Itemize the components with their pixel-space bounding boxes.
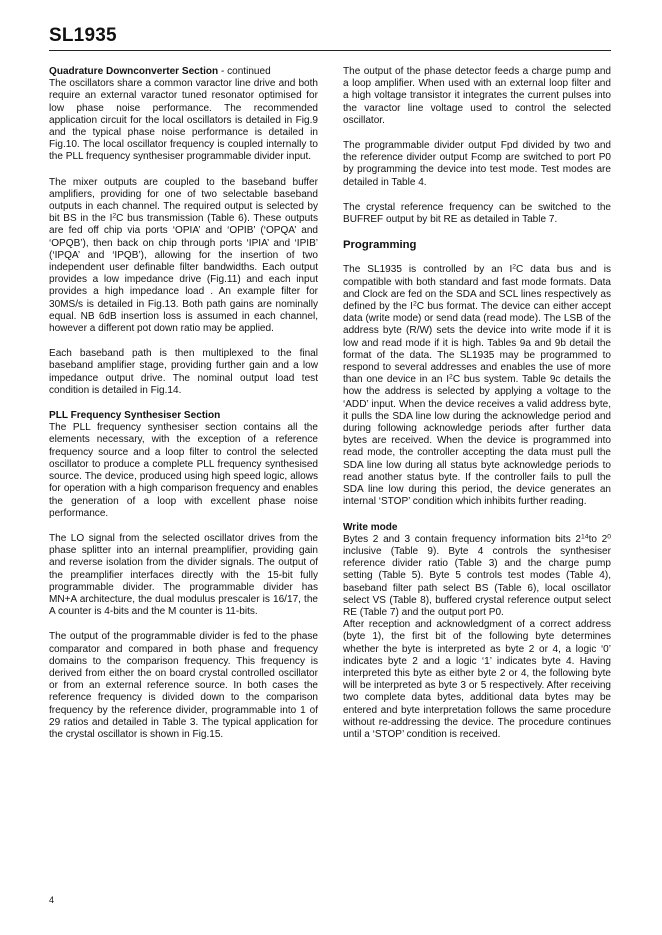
page-number: 4 — [49, 895, 55, 905]
text-run: The SL1935 is controlled by an I — [343, 264, 513, 276]
paragraph: The output of the phase detector feeds a charge pump and a loop amplifier. When used with an external loop filter and a high voltage transistor it integrates the current pulses into the varactor line voltage used to control the selected oscillator. — [343, 66, 611, 126]
header-rule — [49, 50, 611, 51]
paragraph — [343, 534, 611, 619]
text-run: C bus transmission (Table 6). These outputs are fed off chip via ports ‘OPIA’ and ‘OPIB’ (‘OPQA’ and ‘OPQB’), then back on chip through ports ‘IPIA’ and ‘IPIB’ (‘IPQA’ and ‘IPQB’), allowing for the insertion of two independent user definable filter bandwidths. Each output provides a low impedance drive (Fig.11) and each input provides a high impedance load . An example filter for 30MS/s is detailed in Fig.13. Both path gains are nominally equal. NB 6dB insertion loss is assumed in each channel, however a different pot down ratio may be applied. — [49, 213, 318, 335]
superscript: 2 — [512, 263, 517, 271]
text-run: Bytes 2 and 3 contain frequency information bits 2 — [343, 533, 581, 545]
paragraph: The output of the programmable divider is fed to the phase comparator and compared in both phase and frequency domains to the comparison frequency. This frequency is derived from either the on board crystal controlled oscillator or from an external reference source. In both cases the reference frequency is divided down to the comparison frequency by the reference divider, programmable into 1 of 29 ratios and detailed in Table 3. The typical application for the crystal oscillator is shown in Fig.15. — [49, 631, 318, 740]
text-run: to 2 — [588, 533, 608, 545]
left-column — [49, 66, 318, 754]
right-column — [343, 66, 611, 754]
section-heading-line — [49, 66, 318, 78]
pll-section-heading: PLL Frequency Synthesiser Section — [49, 410, 221, 422]
superscript: 2 — [412, 300, 417, 308]
paragraph: The programmable divider output Fpd divided by two and the reference divider output Fcomp are switched to port P0 by programming the device into test mode. Test modes are detailed in Table 4. — [343, 140, 611, 188]
paragraph: The PLL frequency synthesiser section contains all the elements necessary, with the exception of a reference frequency source and a loop filter to control the selected oscillator to produce a complete PLL frequency synthesised source. The device, produced using high speed logic, allows for operation with a high comparison frequency and enables the generation of a loop with excellent phase noise performance. — [49, 422, 318, 519]
paragraph: The oscillators share a common varactor line drive and both require an external varactor tuned resonator optimised for low phase noise performance. The recommended application circuit for the local oscillators is detailed in Fig.9 and the typical phase noise performance is detailed in Fig.10. The local oscillator frequency is coupled internally to the PLL frequency synthesiser programmable divider input. — [49, 78, 318, 163]
paragraph — [49, 177, 318, 336]
paragraph: The LO signal from the selected oscillator drives from the phase splitter into an internal preamplifier, providing gain and reverse isolation from the divider signals. The output of the preamplifier interfaces directly with the 15-bit fully programmable divider. The programmable divider has MN+A architecture, the dual modulus prescaler is 16/17, the A counter is 4-bits and the M counter is 11-bits. — [49, 532, 318, 618]
superscript: 0 — [607, 533, 611, 541]
text-run: C bus format. The device can either accept data (write mode) or send data (read mode). The LSB of the address byte (R/W) sets the device into write mode if it is low and read mode if it is high. Tables 9a and 9b detail the format of the data. The SL1935 may be programmed to respond to several addresses and enables the use of more than one device in an I — [343, 301, 611, 386]
text-run: C data bus and is compatible with both standard and fast mode formats. Data and Clock are fed on the SDA and SCL lines respectively as defined by the I — [343, 264, 611, 313]
superscript: 14 — [581, 533, 589, 541]
paragraph: Each baseband path is then multiplexed to the final baseband amplifier stage, providing further gain and a low impedance output drive. The nominal output load test condition is detailed in Fig.14. — [49, 348, 318, 396]
write-mode-heading: Write mode — [343, 521, 398, 533]
paragraph: The crystal reference frequency can be switched to the BUFREF output by bit RE as detailed in Table 7. — [343, 201, 611, 226]
document-title: SL1935 — [49, 25, 117, 46]
section-heading: Quadrature Downconverter Section — [49, 66, 219, 77]
section-heading-suffix: - continued — [218, 66, 271, 77]
superscript: 2 — [449, 373, 453, 381]
paragraph — [343, 264, 611, 508]
superscript: 2 — [112, 212, 117, 220]
programming-heading: Programming — [343, 239, 417, 252]
text-run: inclusive (Table 9). Byte 4 controls the synthesiser reference divider ratio (Table 3) and the charge pump setting (Table 5). Byte 5 controls test modes (Table 4), baseband filter path select BS (Table 6), local oscillator select VS (Table 8), buffered crystal reference output select RE (Table 7) and the output port P0. — [343, 545, 611, 618]
text-run: The mixer outputs are coupled to the baseband buffer amplifiers, providing for one of two selectable baseband outputs in each channel. The required output is selected by bit BS in the I — [49, 176, 318, 225]
text-run: C bus system. Table 9c details the how the address is selected by applying a voltage to the ‘ADD’ input. When the device receives a valid address byte, it pulls the SDA line low during the acknowledge period and during following acknowledge periods after further data bytes are received. When the device is programmed into read mode, the controller accepting the data must pull the SDA line low during all status byte acknowledge periods to read another status byte. If the controller fails to pull the SDA line low during this period, the device generates an internal ‘STOP’ condition which inhibits further reading. — [343, 374, 611, 508]
paragraph: After reception and acknowledgment of a correct address (byte 1), the first bit of the following byte determines whether the byte is interpreted as byte 2 or 4, a logic ‘0’ indicates byte 2 and a logic ‘1’ indicates byte 4. Having interpreted this byte as either byte 2 or 4, the following byte will be interpreted as byte 3 or 5 respectively. After receiving two complete data bytes, additional data bytes may be entered and byte interpretation follows the same procedure without re-addressing the device. The procedure continues until a ‘STOP’ condition is received. — [343, 619, 611, 740]
